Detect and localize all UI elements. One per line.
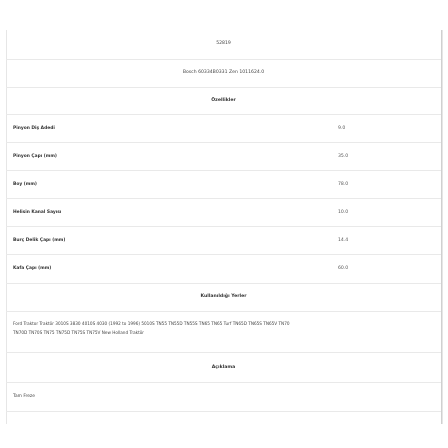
scrollbar[interactable] <box>441 30 442 424</box>
spec-value: 78.0 <box>338 182 349 187</box>
usage-section-title: Kullanıldığı Yerler <box>200 294 247 299</box>
usage-line: TN70D TN70S TN75 TN75D TN75S TN75V New Holland Traktör <box>13 330 145 335</box>
divider <box>6 311 441 312</box>
spec-value: 9.0 <box>338 126 346 131</box>
divider <box>6 114 441 115</box>
specs-section-title: Özellikler <box>211 98 236 103</box>
description-text: Tam Freze <box>13 394 35 399</box>
divider <box>6 198 441 199</box>
divider <box>6 59 441 60</box>
divider <box>6 382 441 383</box>
spec-value: 60.0 <box>338 266 349 271</box>
spec-value: 14.4 <box>338 238 349 243</box>
divider <box>6 283 441 284</box>
divider <box>6 87 441 88</box>
divider <box>6 142 441 143</box>
cross-references: Bosch 60334B0331 Zen 1011624.0 <box>182 70 265 75</box>
spec-label: Pinyon Diş Adedi <box>13 126 55 131</box>
divider <box>6 170 441 171</box>
spec-value: 35.0 <box>338 154 349 159</box>
spec-label: Pinyon Çapı (mm) <box>13 154 57 159</box>
divider <box>6 226 441 227</box>
divider <box>6 352 441 353</box>
spec-label: Kafa Çapı (mm) <box>13 266 52 271</box>
product-code: 52819 <box>216 41 231 46</box>
divider <box>6 254 441 255</box>
description-section-title: Açıklama <box>211 365 236 370</box>
spec-value: 10.0 <box>338 210 349 215</box>
divider <box>6 411 441 412</box>
spec-label: Helisin Kanal Sayısı <box>13 210 62 215</box>
spec-label: Burç Delik Çapı (mm) <box>13 238 66 243</box>
usage-text <box>13 319 433 337</box>
spec-label: Boy (mm) <box>13 182 37 187</box>
usage-line: Ford Traktor Traktör 3010S 3830 4010S 4030 (1992 to 1996) 5010S TN55 TN55D TN55S TN65 TN65 Turf TN65D TN65S TN65V TN70 <box>13 321 290 326</box>
